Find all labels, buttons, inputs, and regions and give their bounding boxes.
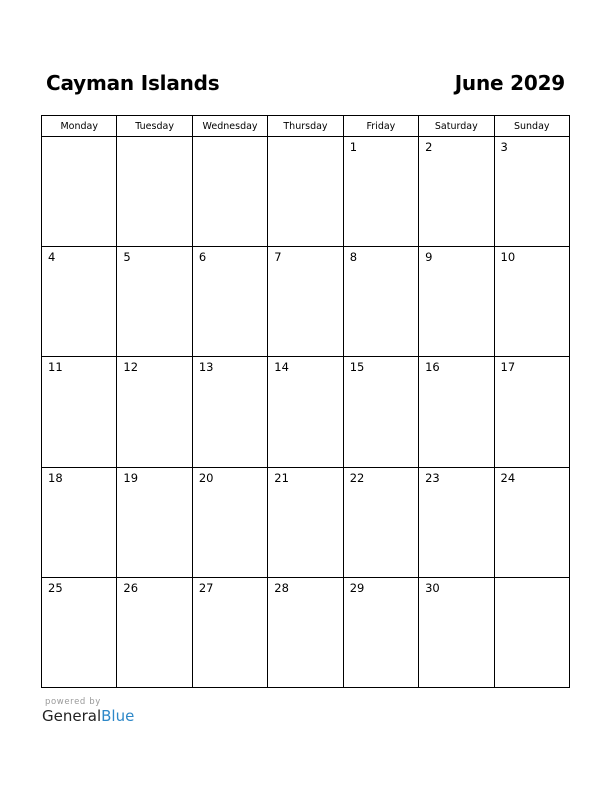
day-number	[117, 137, 191, 140]
weekday-sunday: Sunday	[494, 116, 569, 137]
day-cell	[117, 467, 192, 577]
day-cell	[419, 577, 494, 687]
day-cell	[268, 467, 343, 577]
week-row	[42, 577, 570, 687]
day-cell	[268, 577, 343, 687]
day-number: 1	[349, 140, 358, 154]
day-cell	[117, 357, 192, 467]
day-cell	[419, 137, 494, 247]
day-cell	[192, 137, 267, 247]
day-number: 9	[425, 250, 433, 265]
day-number: 20	[198, 470, 214, 485]
day-number: 12	[123, 360, 139, 375]
brand-name-blue: Blue	[101, 707, 135, 725]
country-title: Cayman Islands	[46, 71, 220, 95]
day-cell	[494, 247, 569, 357]
day-cell	[192, 467, 267, 577]
day-cell	[494, 467, 569, 577]
day-cell	[419, 357, 494, 467]
day-cell	[494, 137, 569, 247]
day-number: 4	[48, 250, 56, 265]
day-number: 18	[48, 470, 63, 485]
day-cell	[343, 247, 418, 357]
week-row	[42, 247, 570, 357]
footer-branding	[42, 697, 134, 725]
weekday-friday: Friday	[343, 116, 418, 137]
weekday-tuesday: Tuesday	[117, 116, 192, 137]
day-number: 13	[198, 360, 214, 375]
day-number: 16	[425, 360, 440, 375]
day-number	[42, 137, 116, 140]
day-cell	[494, 577, 569, 687]
day-cell	[419, 467, 494, 577]
day-number: 10	[500, 250, 516, 265]
day-cell	[268, 357, 343, 467]
day-number: 24	[500, 470, 516, 485]
day-number	[193, 137, 267, 140]
month-year-title: June 2029	[454, 71, 565, 95]
weekday-monday: Monday	[42, 116, 117, 137]
day-cell	[343, 357, 418, 467]
calendar-grid	[41, 115, 570, 688]
day-cell	[192, 247, 267, 357]
day-cell	[192, 357, 267, 467]
week-row	[42, 467, 570, 577]
day-number: 29	[349, 580, 365, 595]
day-cell	[343, 467, 418, 577]
day-number: 2	[425, 140, 433, 154]
day-number	[495, 578, 569, 581]
day-number: 14	[274, 360, 289, 375]
day-number: 27	[198, 580, 214, 595]
day-cell	[117, 247, 192, 357]
week-row	[42, 357, 570, 467]
day-number: 19	[123, 470, 139, 485]
day-cell	[343, 577, 418, 687]
day-cell	[117, 577, 192, 687]
day-cell	[117, 137, 192, 247]
day-cell	[494, 357, 569, 467]
day-number: 15	[349, 360, 365, 375]
weekday-wednesday: Wednesday	[192, 116, 267, 137]
day-number: 17	[500, 360, 516, 375]
day-number: 3	[500, 140, 508, 154]
day-number	[268, 137, 342, 140]
powered-by-text: powered by	[45, 697, 101, 707]
brand-name-general: General	[42, 707, 102, 725]
day-cell	[42, 357, 117, 467]
day-number: 25	[48, 580, 63, 595]
day-number: 22	[349, 470, 365, 485]
day-number: 8	[349, 250, 358, 265]
day-number: 30	[425, 580, 440, 595]
day-cell	[343, 137, 418, 247]
day-cell	[42, 247, 117, 357]
day-number: 21	[274, 470, 289, 485]
day-cell	[42, 577, 117, 687]
day-cell	[42, 467, 117, 577]
day-number: 7	[274, 250, 282, 265]
week-row	[42, 137, 570, 247]
day-number: 28	[274, 580, 289, 595]
day-number: 5	[123, 250, 131, 265]
day-cell	[419, 247, 494, 357]
day-cell	[268, 137, 343, 247]
day-number: 11	[48, 360, 63, 375]
day-cell	[192, 577, 267, 687]
day-cell	[268, 247, 343, 357]
brand-logo	[42, 707, 134, 725]
weekday-thursday: Thursday	[268, 116, 343, 137]
day-number: 23	[425, 470, 440, 485]
weekday-header-row	[42, 116, 570, 137]
weekday-saturday: Saturday	[419, 116, 494, 137]
day-number: 6	[198, 250, 207, 265]
day-cell	[42, 137, 117, 247]
day-number: 26	[123, 580, 139, 595]
